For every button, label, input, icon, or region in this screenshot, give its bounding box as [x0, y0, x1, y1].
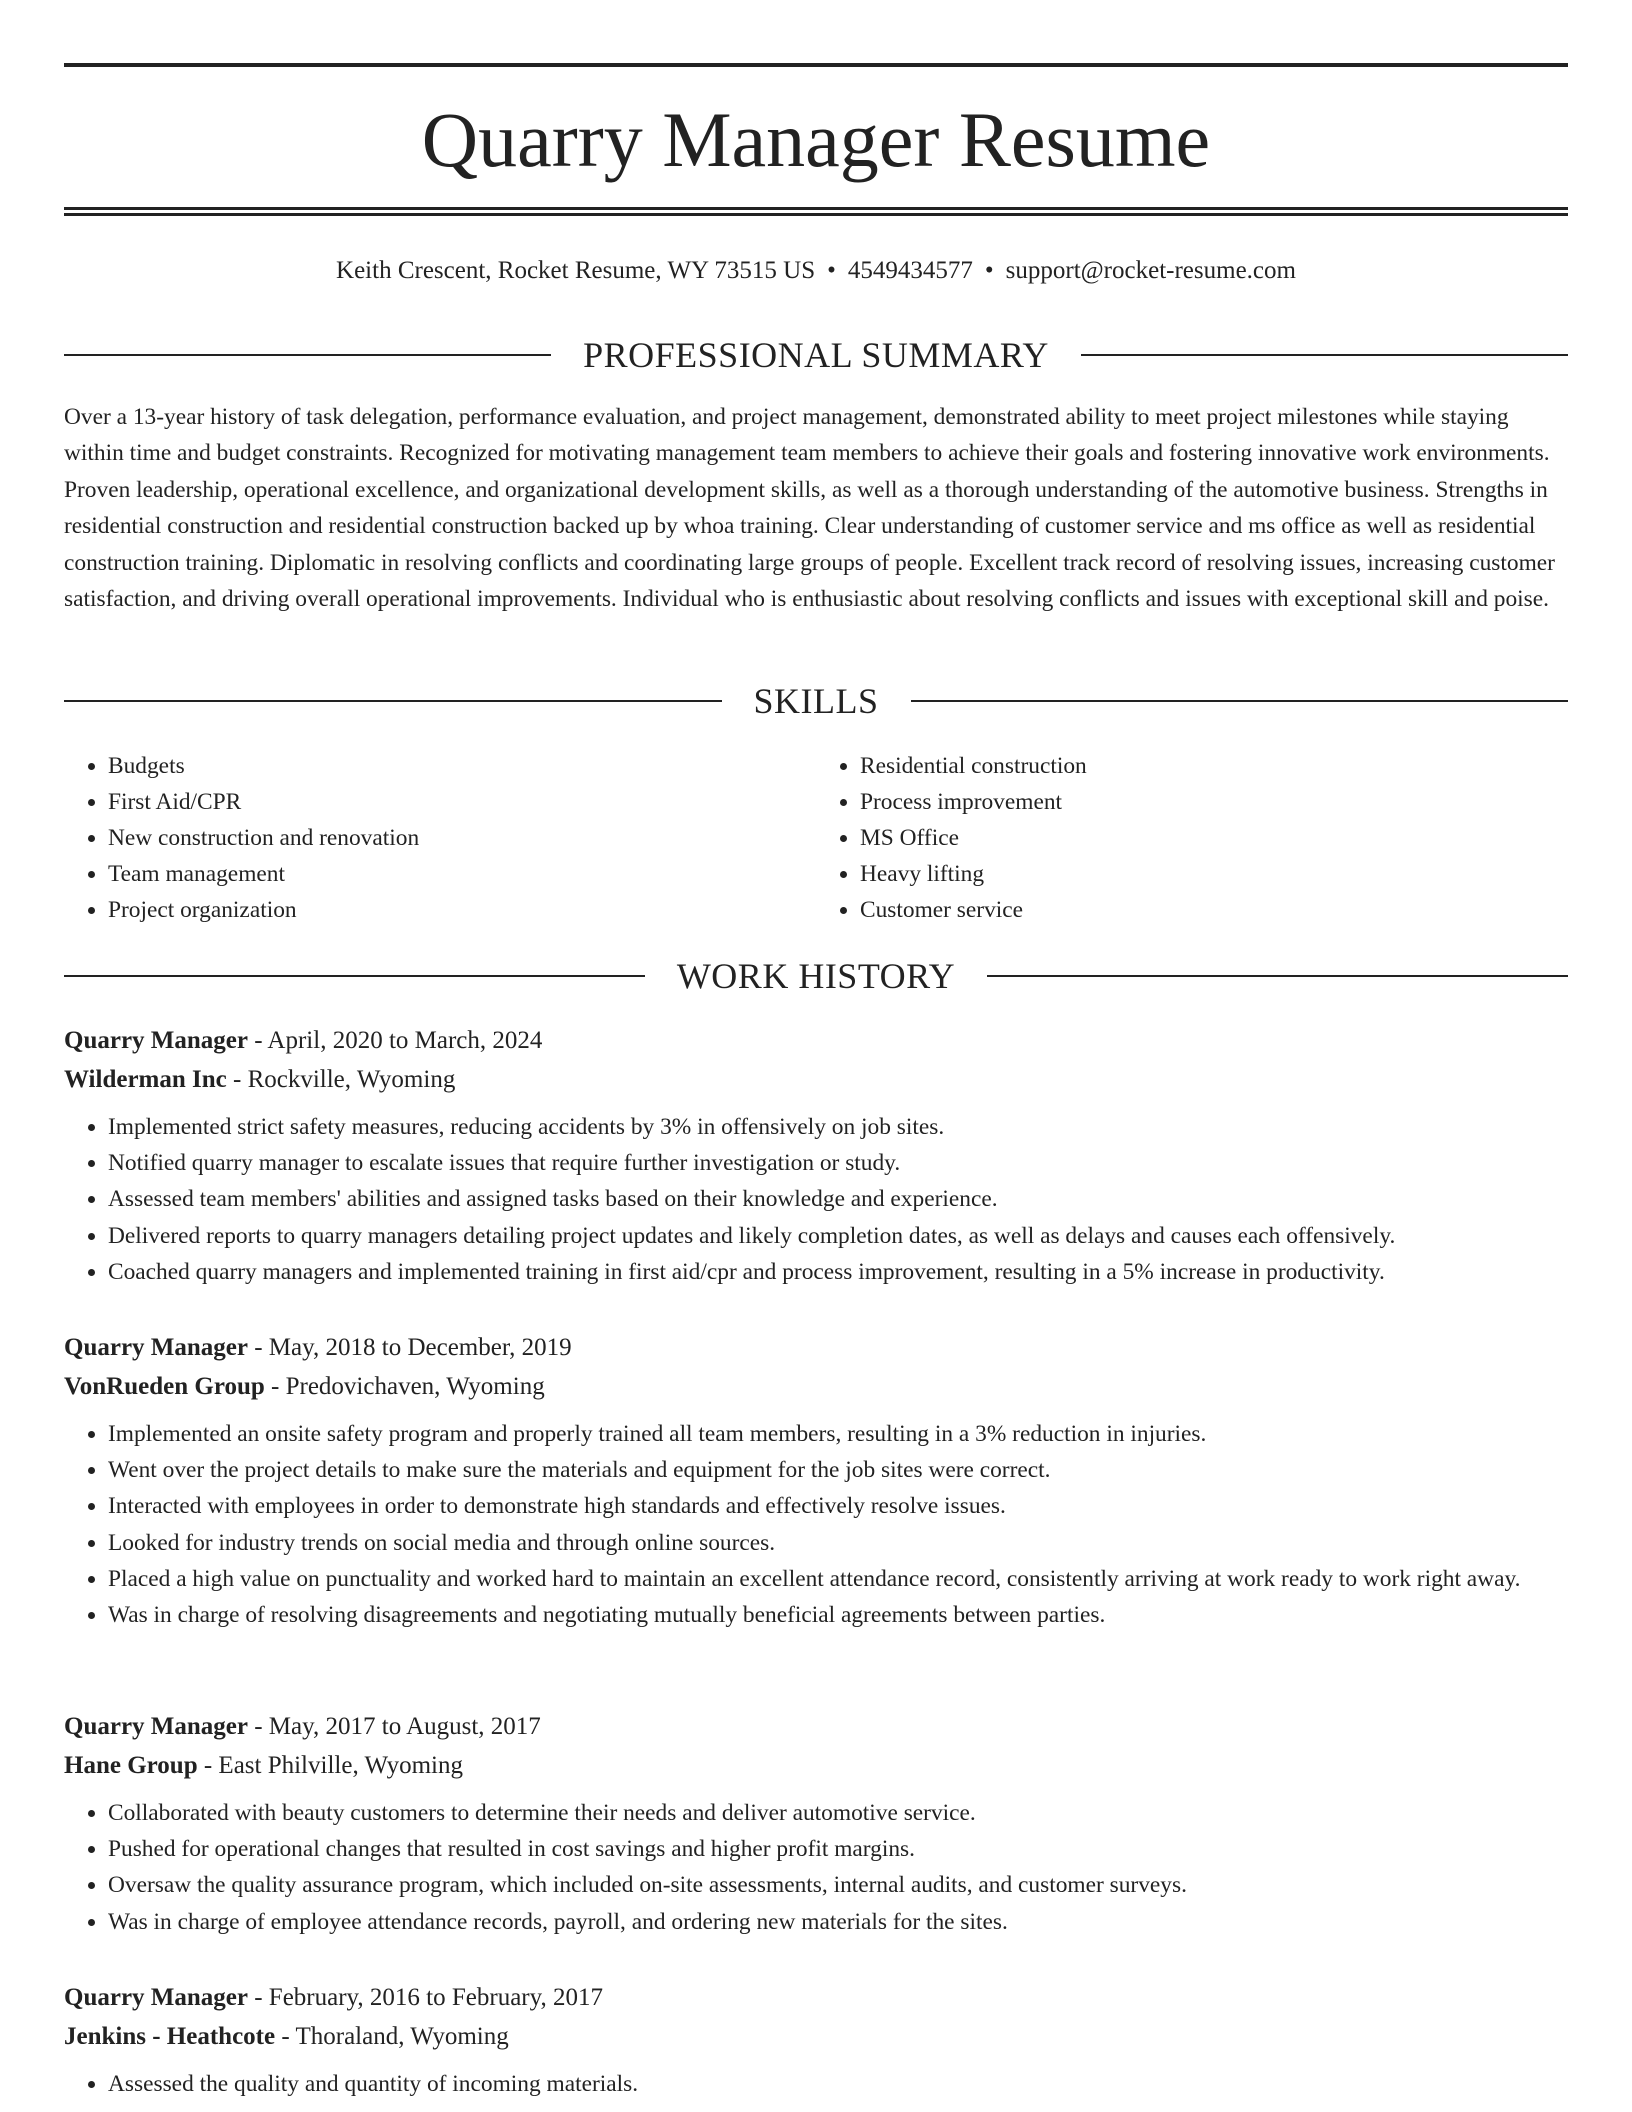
skill-item: • New construction and renovation [108, 820, 816, 856]
job-bullet: • Assessed the quality and quantity of incoming materials. [108, 2066, 1568, 2102]
section-label: WORK HISTORY [676, 956, 956, 996]
job-bullet: • Looked for industry trends on social media and through online sources. [108, 1525, 1568, 1561]
job-bullet: • Placed a high value on punctuality and worked hard to maintain an excellent attendance record, consistently arriving at work ready to work right away. [108, 1561, 1568, 1597]
skill-item: • Team management [108, 856, 816, 892]
skill-item: • Budgets [108, 748, 816, 784]
job-bullets [64, 1795, 1568, 1940]
skill-item: • First Aid/CPR [108, 784, 816, 820]
job-title-line [64, 1328, 1568, 1367]
heading-rule [987, 975, 1568, 977]
job-entry [64, 1978, 1568, 2102]
contact-phone: 4549434577 [847, 257, 973, 284]
job-bullet: • Went over the project details to make sure the materials and equipment for the job sites were correct. [108, 1452, 1568, 1488]
contact-line [64, 254, 1568, 288]
job-bullet: • Delivered reports to quarry managers detailing project updates and likely completion dates, as well as delays and causes each offensively. [108, 1218, 1568, 1254]
job-bullet: • Coached quarry managers and implemented training in first aid/cpr and process improvement, resulting in a 5% increase in productivity. [108, 1254, 1568, 1290]
contact-separator: • [827, 257, 836, 284]
skill-item: • Residential construction [860, 748, 1568, 784]
job-title: Quarry Manager [64, 1713, 248, 1740]
heading-rule [1081, 354, 1568, 356]
section-heading-skills [64, 679, 1568, 723]
job-bullet: • Assessed team members' abilities and assigned tasks based on their knowledge and experience. [108, 1181, 1568, 1217]
contact-email: support@rocket-resume.com [1005, 257, 1296, 284]
job-bullets [64, 1109, 1568, 1290]
job-entry [64, 1328, 1568, 1633]
page-title: Quarry Manager Resume [421, 96, 1211, 183]
job-company-line [64, 2017, 1568, 2056]
section-label: SKILLS [753, 681, 879, 721]
job-bullet: • Notified quarry manager to escalate issues that require further investigation or study. [108, 1145, 1568, 1181]
job-location: - Predovichaven, Wyoming [264, 1373, 545, 1400]
job-company: Wilderman Inc [64, 1066, 227, 1093]
job-bullet: • Interacted with employees in order to demonstrate high standards and effectively resolve issues. [108, 1488, 1568, 1524]
skill-item: • Project organization [108, 892, 816, 928]
job-title-line [64, 1707, 1568, 1746]
job-title: Quarry Manager [64, 1334, 248, 1361]
skills-column-right [816, 748, 1568, 928]
job-bullet: • Implemented an onsite safety program and properly trained all team members, resulting in a 3% reduction in injuries. [108, 1416, 1568, 1452]
job-company-line [64, 1367, 1568, 1406]
job-bullet: • Was in charge of employee attendance records, payroll, and ordering new materials for the sites. [108, 1904, 1568, 1940]
skill-item: • MS Office [860, 820, 1568, 856]
job-location: - Rockville, Wyoming [226, 1066, 456, 1093]
top-rule [64, 63, 1568, 67]
job-location: - East Philville, Wyoming [197, 1752, 463, 1779]
job-company: Jenkins - Heathcote [64, 2023, 276, 2050]
job-dates: - February, 2016 to February, 2017 [247, 1984, 604, 2011]
job-title-line [64, 1978, 1568, 2017]
job-company: Hane Group [64, 1752, 198, 1779]
job-bullet: • Implemented strict safety measures, reducing accidents by 3% in offensively on job sites. [108, 1109, 1568, 1145]
section-heading-work [64, 954, 1568, 998]
job-company: VonRueden Group [64, 1373, 265, 1400]
heading-rule [64, 700, 722, 702]
job-entry [64, 1707, 1568, 1940]
job-bullet: • Pushed for operational changes that resulted in cost savings and higher profit margins. [108, 1831, 1568, 1867]
job-title-line [64, 1021, 1568, 1060]
job-title: Quarry Manager [64, 1027, 248, 1054]
job-dates: - May, 2018 to December, 2019 [247, 1334, 572, 1361]
heading-rule [911, 700, 1569, 702]
job-company-line [64, 1060, 1568, 1099]
skill-item: • Process improvement [860, 784, 1568, 820]
title-double-rule [64, 207, 1568, 216]
job-location: - Thoraland, Wyoming [275, 2023, 509, 2050]
skill-item: • Customer service [860, 892, 1568, 928]
contact-address: Keith Crescent, Rocket Resume, WY 73515 US [336, 257, 816, 284]
professional-summary: Over a 13-year history of task delegation, performance evaluation, and project management, demonstrated ability to meet project milestones while staying within time and budget constraints. Recognized for motivating management team members to achieve their goals and fostering innovative work environments. Proven leadership, operational excellence, and organizational development skills, as well as a thorough understanding of the automotive business. Strengths in residential construction and residential construction backed up by whoa training. Clear understanding of customer service and ms office as well as residential construction training. Diplomatic in resolving conflicts and coordinating large groups of people. Excellent track record of resolving issues, increasing customer satisfaction, and driving overall operational improvements. Individual who is enthusiastic about resolving conflicts and issues with exceptional skill and poise. [64, 404, 1555, 613]
section-heading-summary [64, 333, 1568, 377]
heading-rule [64, 975, 645, 977]
job-entry [64, 1021, 1568, 1290]
job-company-line [64, 1746, 1568, 1785]
job-dates: - April, 2020 to March, 2024 [247, 1027, 543, 1054]
job-bullets [64, 1416, 1568, 1633]
skills-column-left [64, 748, 816, 928]
heading-rule [64, 354, 551, 356]
job-title: Quarry Manager [64, 1984, 248, 2011]
contact-separator: • [984, 257, 994, 284]
job-bullet: • Was in charge of resolving disagreements and negotiating mutually beneficial agreements between parties. [108, 1597, 1568, 1633]
job-bullet: • Oversaw the quality assurance program, which included on-site assessments, internal audits, and customer surveys. [108, 1867, 1568, 1903]
job-bullet: • Collaborated with beauty customers to determine their needs and deliver automotive service. [108, 1795, 1568, 1831]
skills-list [64, 748, 1568, 928]
skill-item: • Heavy lifting [860, 856, 1568, 892]
job-dates: - May, 2017 to August, 2017 [247, 1713, 541, 1740]
section-label: PROFESSIONAL SUMMARY [583, 335, 1049, 375]
job-bullets [64, 2066, 1568, 2102]
